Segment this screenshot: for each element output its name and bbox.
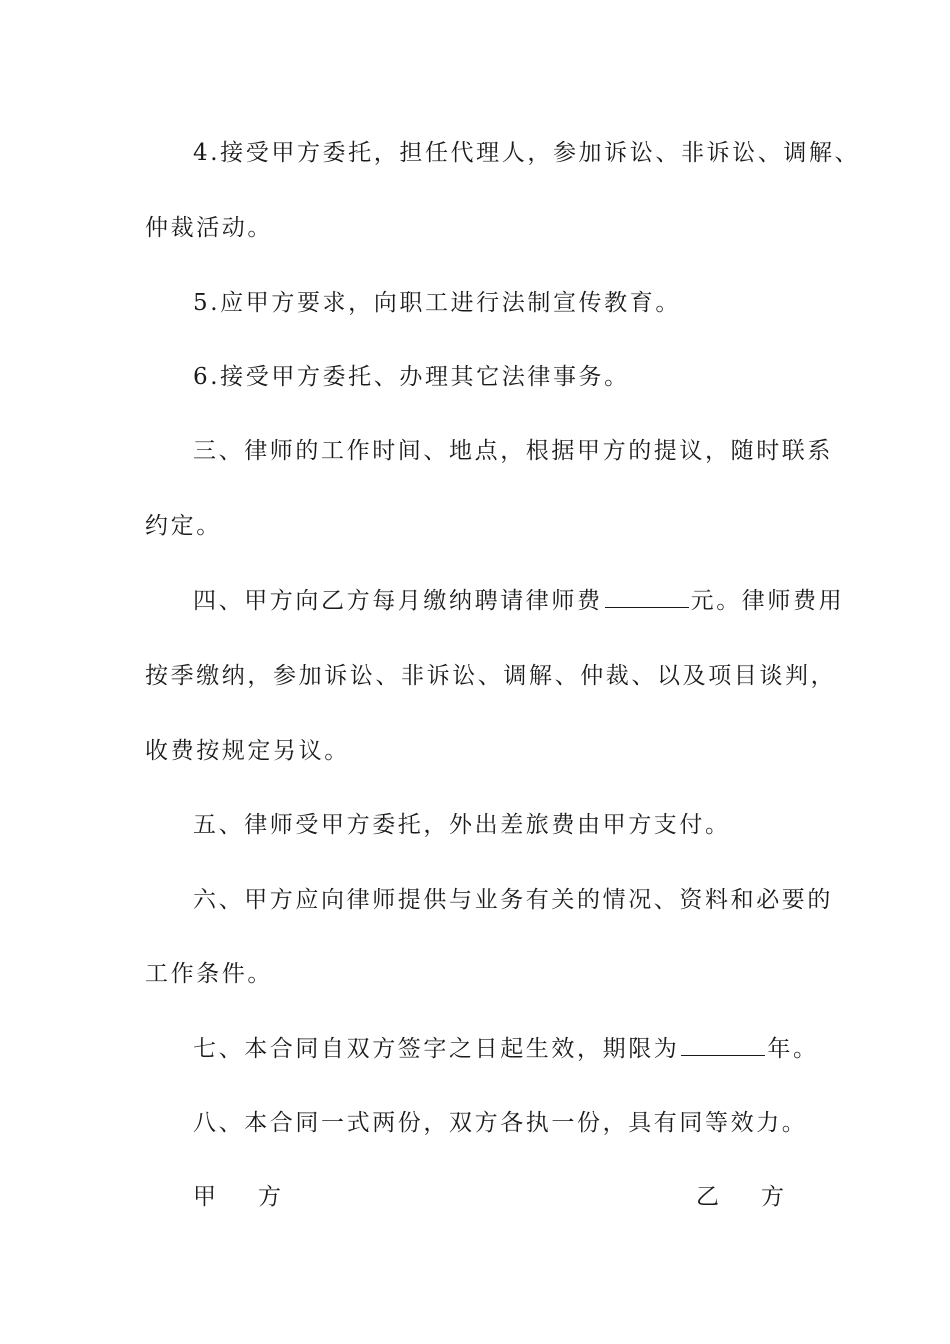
section-5: 五、律师受甲方委托，外出差旅费由甲方支付。 — [193, 812, 731, 838]
section-4-line-1 — [193, 586, 844, 616]
clause-4-line-1: 4.接受甲方委托，担任代理人，参加诉讼、非诉讼、调解、 — [193, 140, 861, 166]
section-3-line-1: 三、律师的工作时间、地点，根据甲方的提议，随时联系 — [193, 438, 833, 464]
clause-4-line-2: 仲裁活动。 — [145, 215, 273, 241]
section-7-text-a: 七、本合同自双方签字之日起生效，期限为 — [193, 1036, 680, 1062]
term-blank — [681, 1035, 765, 1056]
section-4-line-2: 按季缴纳，参加诉讼、非诉讼、调解、仲裁、以及项目谈判， — [145, 663, 837, 689]
section-3-line-2: 约定。 — [145, 513, 222, 539]
section-4-text-a: 四、甲方向乙方每月缴纳聘请律师费 — [193, 588, 603, 614]
section-6-line-1: 六、甲方应向律师提供与业务有关的情况、资料和必要的 — [193, 887, 833, 913]
section-7-text-b: 年。 — [767, 1036, 819, 1062]
clause-5: 5.应甲方要求，向职工进行法制宣传教育。 — [193, 290, 681, 316]
section-4-line-3: 收费按规定另议。 — [145, 738, 350, 764]
clause-6: 6.接受甲方委托、办理其它法律事务。 — [193, 364, 630, 390]
section-6-line-2: 工作条件。 — [145, 961, 273, 987]
section-4-text-b: 元。律师费用 — [690, 588, 845, 614]
fee-blank — [605, 587, 689, 608]
party-b-label: 乙方 — [696, 1184, 826, 1210]
section-7 — [193, 1034, 819, 1064]
party-a-label: 甲方 — [193, 1184, 323, 1210]
section-8: 八、本合同一式两份，双方各执一份，具有同等效力。 — [193, 1110, 808, 1136]
